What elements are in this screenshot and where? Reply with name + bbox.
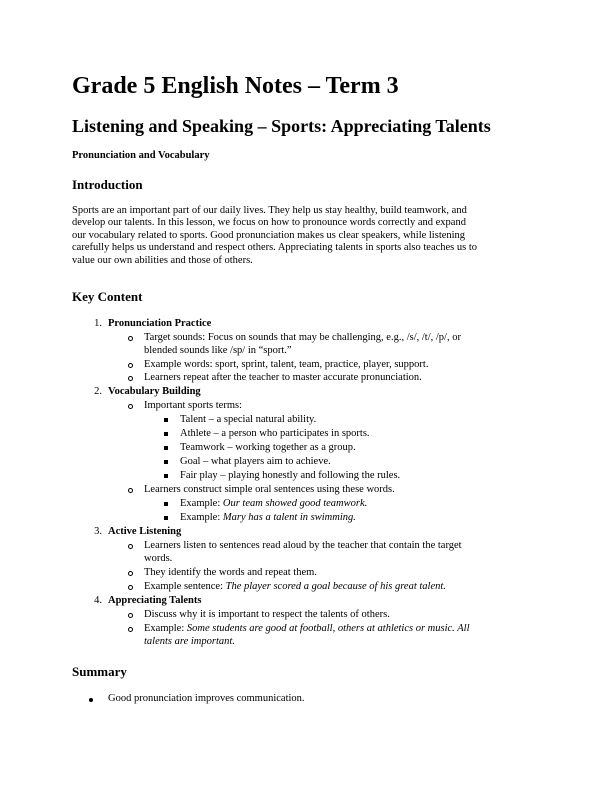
example-sentence: The player scored a goal because of his great talent.	[225, 581, 446, 592]
circle-bullet-icon	[128, 363, 133, 368]
list-item: Important sports terms:	[144, 400, 242, 411]
example-label: Example:	[180, 498, 221, 509]
bullet-icon	[89, 698, 93, 702]
list-item: Example words: sport, sprint, talent, team, practice, player, support.	[144, 359, 429, 370]
section-title-appreciating: Appreciating Talents	[108, 595, 202, 606]
introduction-heading: Introduction	[72, 177, 143, 192]
summary-item: Good pronunciation improves communication.	[108, 693, 305, 704]
square-bullet-icon	[164, 446, 168, 450]
example-label: Example:	[180, 512, 221, 523]
square-bullet-icon	[164, 418, 168, 422]
term-item: Goal – what players aim to achieve.	[180, 456, 331, 467]
section-number: 2.	[94, 386, 102, 397]
list-item: Learners construct simple oral sentences using these words.	[144, 484, 395, 495]
square-bullet-icon	[164, 516, 168, 520]
example-item	[144, 581, 446, 593]
circle-bullet-icon	[128, 404, 133, 409]
intro-line: Sports are an important part of our daily lives. They help us stay healthy, build teamwork, and	[72, 205, 467, 216]
list-item: Learners repeat after the teacher to master accurate pronunciation.	[144, 372, 422, 383]
list-item: Discuss why it is important to respect the talents of others.	[144, 609, 390, 620]
document-title: Grade 5 English Notes – Term 3	[72, 73, 399, 99]
intro-line: carefully helps us understand and respect others. Appreciating talents in sports also teaches us to	[72, 242, 478, 254]
term-item: Teamwork – working together as a group.	[180, 442, 356, 453]
section-title-listening: Active Listening	[108, 526, 182, 537]
intro-line: our vocabulary related to sports. Good pronunciation makes us clear speakers, while listening	[72, 229, 466, 241]
example-sentence: Mary has a talent in swimming.	[222, 512, 356, 523]
term-item: Athlete – a person who participates in sports.	[180, 428, 370, 439]
section-title-vocabulary: Vocabulary Building	[108, 386, 201, 397]
list-item: Learners listen to sentences read aloud by the teacher that contain the target	[144, 540, 462, 551]
circle-bullet-icon	[128, 488, 133, 493]
term-item: Talent – a special natural ability.	[180, 414, 317, 425]
section-number: 1.	[94, 318, 102, 329]
section-title-pronunciation: Pronunciation Practice	[108, 318, 212, 329]
square-bullet-icon	[164, 432, 168, 436]
example-sentence: Our team showed good teamwork.	[222, 498, 368, 509]
example-sentence-continued: talents are important.	[144, 636, 235, 647]
section-number: 3.	[94, 526, 102, 537]
square-bullet-icon	[164, 474, 168, 478]
circle-bullet-icon	[128, 544, 133, 549]
example-item	[180, 498, 367, 510]
list-item: They identify the words and repeat them.	[144, 567, 317, 578]
example-item	[180, 512, 356, 524]
topic-heading: Pronunciation and Vocabulary	[72, 150, 210, 161]
square-bullet-icon	[164, 502, 168, 506]
circle-bullet-icon	[128, 571, 133, 576]
key-content-heading: Key Content	[72, 289, 143, 304]
circle-bullet-icon	[128, 627, 133, 632]
example-label: Example sentence:	[144, 581, 224, 592]
example-sentence: Some students are good at football, others at athletics or music. All	[186, 623, 470, 634]
list-item-continued: words.	[144, 553, 173, 564]
circle-bullet-icon	[128, 336, 133, 341]
square-bullet-icon	[164, 460, 168, 464]
intro-line: develop our talents. In this lesson, we focus on how to pronounce words correctly and expand	[72, 217, 466, 229]
term-item: Fair play – playing honestly and following the rules.	[180, 470, 401, 481]
circle-bullet-icon	[128, 585, 133, 590]
circle-bullet-icon	[128, 613, 133, 618]
document-subtitle: Listening and Speaking – Sports: Appreciating Talents	[72, 116, 491, 136]
list-item: Target sounds: Focus on sounds that may be challenging, e.g., /s/, /t/, /p/, or	[144, 332, 461, 343]
circle-bullet-icon	[128, 376, 133, 381]
summary-heading: Summary	[72, 664, 127, 679]
introduction-paragraph	[72, 205, 542, 267]
example-item	[144, 623, 470, 635]
section-number: 4.	[94, 595, 102, 606]
example-label: Example:	[144, 623, 185, 634]
intro-line: value our own abilities and those of others.	[72, 254, 253, 266]
list-item-continued: blended sounds like /sp/ in “sport.”	[144, 345, 292, 356]
